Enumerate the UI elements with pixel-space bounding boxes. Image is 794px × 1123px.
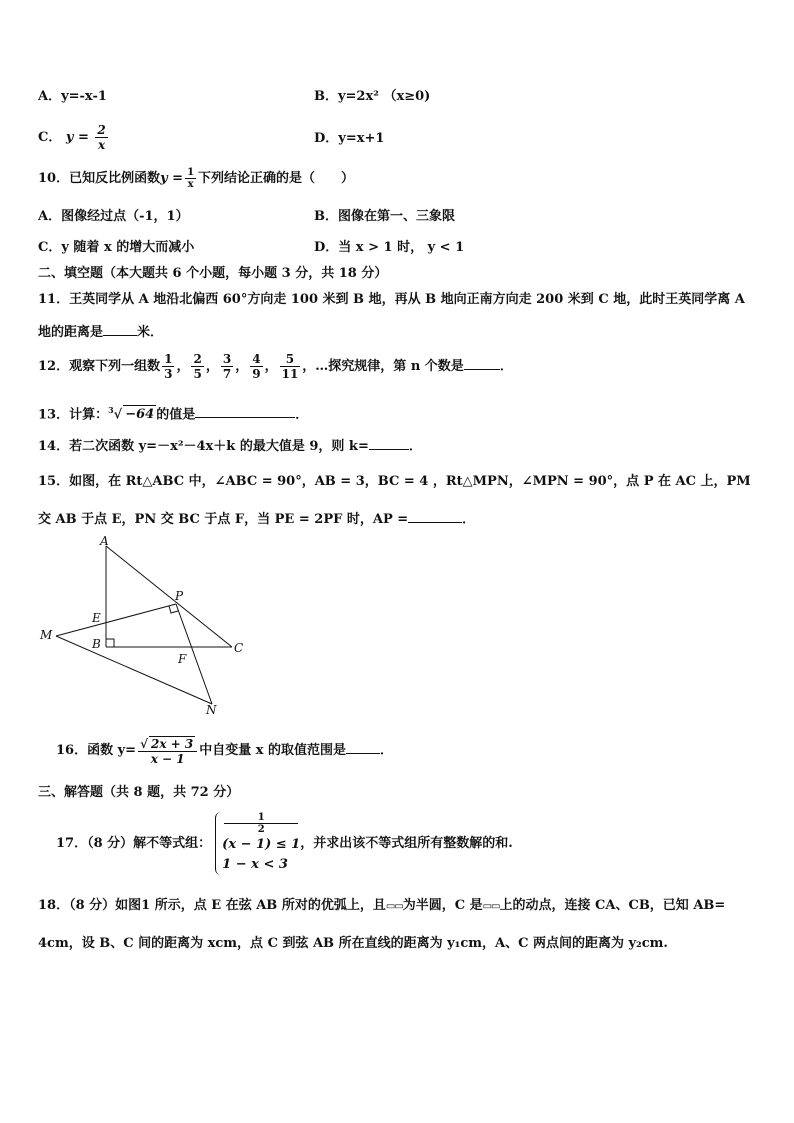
fraction-denominator: x − 1 (150, 751, 185, 766)
answer-blank (464, 357, 500, 370)
radicand: 2x + 3 (150, 736, 194, 751)
fraction-denominator: 3 (164, 367, 173, 381)
q12-fraction-1 (162, 352, 174, 381)
fraction-numerator: 5 (280, 352, 301, 367)
q18-line-1-mid: 为半圆，C 是 (402, 898, 483, 913)
q12-prefix: 12．观察下列一组数 (38, 359, 161, 374)
q15-line-2 (38, 510, 475, 529)
answer-blank (195, 405, 295, 418)
segment-mn (56, 636, 212, 704)
fraction-denominator: x (187, 179, 194, 190)
q15-line-2-text: 交 AB 于点 E，PN 交 BC 于点 F，当 PE = 2PF 时，AP = (38, 512, 409, 527)
section-3-heading: 三、解答题（共 8 题，共 72 分） (38, 785, 240, 800)
radical-sign: √ (113, 407, 123, 423)
q14-end: ． (408, 439, 422, 454)
section-2-heading: 二、填空题（本大题共 6 个小题，每小题 3 分，共 18 分） (38, 266, 388, 281)
fraction-denominator: x (98, 138, 106, 152)
radicand: −64 (125, 407, 155, 423)
q18-line-1-prefix: 18．（8 分）如图1 所示，点 E 在弦 AB 所对的优弧上，且 (38, 898, 386, 913)
q10-stem-y: y = (160, 171, 184, 186)
fraction-denominator: 11 (281, 367, 299, 381)
q11-line-2 (38, 323, 163, 342)
q13-suffix: 的值是 (156, 407, 196, 423)
fraction-numerator: 1 (224, 812, 298, 824)
label-m: M (40, 628, 53, 642)
q12-fraction-2 (191, 352, 203, 381)
q18-line-1 (38, 897, 725, 916)
q14-text: 14．若二次函数 y=－x²－4x＋k 的最大值是 9，则 k= (38, 439, 369, 454)
q17-prefix: 17．（8 分）解不等式组： (56, 836, 212, 851)
q9-option-a: A．y=-x-1 (38, 89, 107, 104)
fraction-numerator: 2 (97, 123, 106, 137)
q12-fraction-3 (221, 352, 233, 381)
q13-end: ． (295, 407, 309, 423)
segment-ac (106, 546, 232, 647)
q12-suffix: ，…探究规律，第 n 个数是 (302, 359, 464, 374)
q10-option-a: A．图像经过点（-1，1） (38, 209, 189, 224)
fraction-denominator: 9 (252, 367, 261, 381)
fraction-numerator (138, 736, 197, 752)
q14 (38, 437, 422, 456)
q15-line-2-end: ． (462, 512, 476, 527)
inequality-2: 1 − x < 3 (222, 857, 288, 872)
q11-line-2-suffix: 米． (137, 325, 164, 340)
q10-option-d: D．当 x > 1 时， y < 1 (314, 240, 465, 255)
q16-fraction (138, 736, 197, 766)
answer-blank (369, 437, 409, 450)
q16-prefix: 16．函数 y= (56, 743, 137, 758)
q10-fraction (185, 167, 196, 190)
answer-blank (346, 741, 380, 754)
q12: 12．观察下列一组数 $\frac{1}{3}$ ， $\frac{2}{5}$ ， $\frac{3}{7}$ ， $\frac{4}{9}$ ， $\frac{5}{11}$ ，…探究规律，第 n 个数是 ． (38, 352, 513, 381)
q12-fraction-5 (280, 352, 301, 381)
segment-mp (56, 604, 176, 636)
radical-sign: √ (140, 736, 148, 751)
arc-symbol-placeholder: ▭▭ (385, 901, 403, 912)
fraction-numerator: 2 (193, 352, 202, 366)
q17-suffix: ，并求出该不等式组所有整数解的和. (300, 836, 513, 851)
q10-stem (38, 164, 354, 194)
q11-line-2-prefix: 地的距离是 (38, 325, 104, 340)
q10-option-b: B．图像在第一、三象限 (314, 209, 455, 224)
inequality-1-rest: (x − 1) ≤ 1 (222, 837, 301, 852)
answer-blank (103, 323, 137, 336)
label-c: C (234, 641, 244, 655)
q9-option-c-fraction (95, 123, 107, 152)
q17 (56, 812, 513, 876)
geometry-figure (36, 532, 266, 720)
arc-symbol-placeholder: ▭▭ (482, 901, 500, 912)
fraction-denominator: 5 (193, 367, 202, 381)
label-e: E (92, 611, 101, 625)
q9-option-c (38, 120, 110, 156)
q9-option-b: B．y=2x² （x≥0) (314, 89, 431, 104)
q18-line-1-suffix: 上的动点，连接 CA、CB，已知 AB= (499, 898, 726, 913)
q9-option-c-label: C． (38, 130, 62, 145)
fraction-numerator: 1 (164, 352, 173, 366)
fraction-denominator: 7 (222, 367, 232, 381)
label-n: N (206, 703, 217, 717)
inequality-1 (222, 812, 300, 855)
right-angle-b (106, 639, 114, 647)
q16 (56, 730, 393, 772)
label-a: A (100, 534, 109, 548)
fraction-denominator: 2 (257, 824, 265, 835)
fraction-numerator: 4 (252, 352, 261, 366)
q9-option-d: D．y=x+1 (314, 131, 385, 146)
q10-option-c: C．y 随着 x 的增大而减小 (38, 240, 195, 255)
q13 (38, 401, 308, 424)
q10-stem-suffix: 下列结论正确的是（ ） (198, 171, 355, 186)
q9-option-c-lhs: y = (65, 130, 89, 145)
root-index: 3 (108, 405, 114, 415)
q16-end: ． (380, 743, 394, 758)
inequality-1-fraction (224, 812, 298, 835)
inequality-system (215, 812, 300, 875)
q11-line-1: 11．王英同学从 A 地沿北偏西 60°方向走 100 米到 B 地，再从 B 地向正南方向走 200 米到 C 地，此时王英同学离 A (38, 292, 745, 307)
answer-blank (408, 510, 462, 523)
label-f: F (178, 652, 187, 666)
q15-line-1: 15．如图，在 Rt△ABC 中，∠ABC = 90°，AB = 3，BC = 4 ，Rt△MPN，∠MPN = 90°，点 P 在 AC 上，PM (38, 474, 751, 489)
q12-end: ． (499, 359, 513, 374)
fraction-numerator: 1 (187, 167, 195, 178)
q18-line-2: 4cm，设 B、C 间的距离为 xcm，点 C 到弦 AB 所在直线的距离为 y₁cm，A、C 两点间的距离为 y₂cm. (38, 936, 668, 951)
label-b: B (92, 637, 101, 651)
q16-suffix: 中自变量 x 的取值范围是 (199, 743, 347, 758)
label-p: P (175, 589, 184, 603)
q10-stem-prefix: 10．已知反比例函数 (38, 171, 161, 186)
q12-fraction-4 (250, 352, 262, 381)
q13-prefix: 13．计算： (38, 407, 109, 423)
fraction-numerator: 3 (222, 352, 232, 366)
